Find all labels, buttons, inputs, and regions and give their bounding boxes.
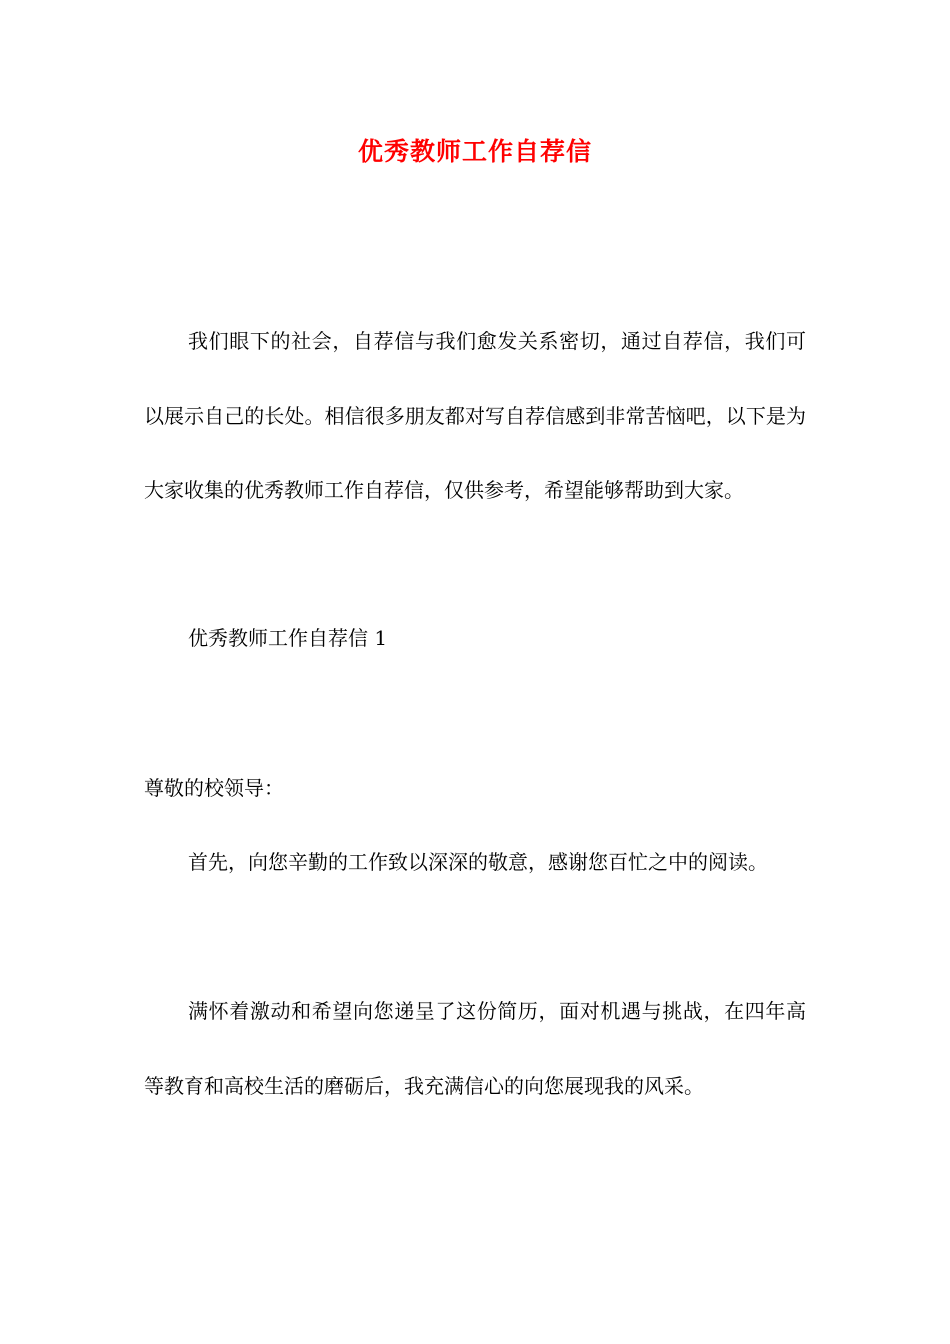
body-paragraph: 首先，向您辛勤的工作致以深深的敬意，感谢您百忙之中的阅读。 <box>188 850 768 874</box>
body-paragraph: 满怀着激动和希望向您递呈了这份简历，面对机遇与挑战，在四年高等教育和高校生活的磨砺后，我充满信心的向您展现我的风采。 <box>144 999 806 1098</box>
salutation: 尊敬的校领导： <box>144 776 284 800</box>
section-heading: 优秀教师工作自荐信 1 <box>188 626 388 650</box>
intro-paragraph: 我们眼下的社会，自荐信与我们愈发关系密切，通过自荐信，我们可以展示自己的长处。相信很多朋友都对写自荐信感到非常苦恼吧，以下是为大家收集的优秀教师工作自荐信，仅供参考，希望能够帮助到大家。 <box>144 329 806 502</box>
document-title: 优秀教师工作自荐信 <box>357 137 592 166</box>
